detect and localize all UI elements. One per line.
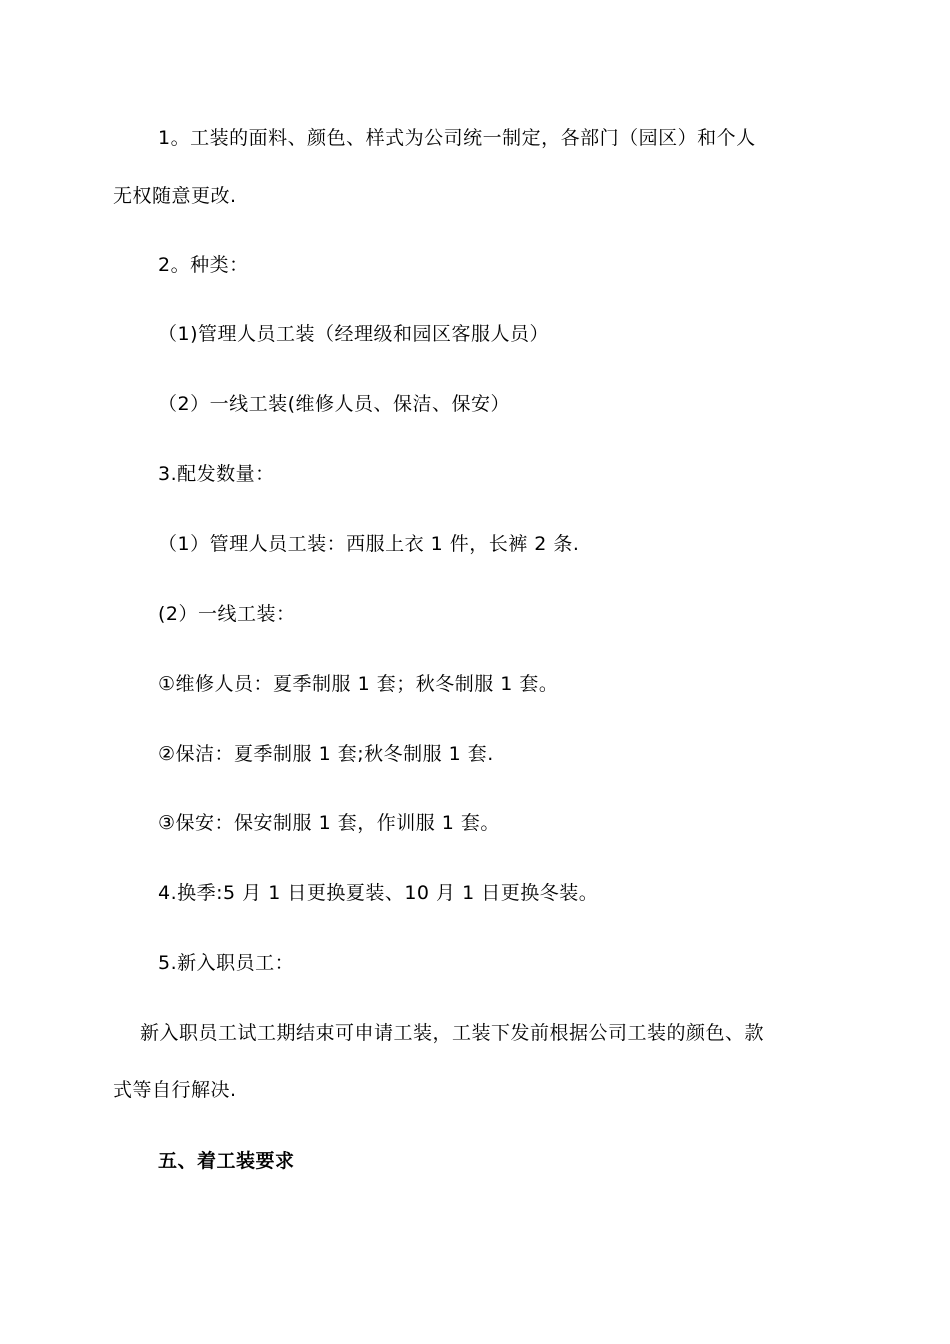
para-9: ②保洁：夏季制服 1 套;秋冬制服 1 套. bbox=[158, 743, 494, 765]
para-7: (2）一线工装： bbox=[158, 603, 296, 625]
para-13-line-1: 新入职员工试工期结束可申请工装，工装下发前根据公司工装的颜色、款 bbox=[140, 1022, 765, 1044]
para-3: （1)管理人员工装（经理级和园区客服人员） bbox=[158, 323, 550, 345]
para-1-line-1: 1。工装的面料、颜色、样式为公司统一制定，各部门（园区）和个人 bbox=[158, 127, 756, 149]
para-1-line-2: 无权随意更改. bbox=[113, 185, 237, 207]
para-10: ③保安：保安制服 1 套，作训服 1 套。 bbox=[158, 812, 500, 834]
para-4: （2）一线工装(维修人员、保洁、保安） bbox=[158, 393, 511, 415]
para-13-line-2: 式等自行解决. bbox=[113, 1079, 237, 1101]
para-2: 2。种类： bbox=[158, 254, 249, 276]
para-6: （1）管理人员工装：西服上衣 1 件，长裤 2 条. bbox=[158, 533, 580, 555]
para-5: 3.配发数量： bbox=[158, 463, 275, 485]
para-8: ①维修人员：夏季制服 1 套；秋冬制服 1 套。 bbox=[158, 673, 559, 695]
para-12: 5.新入职员工： bbox=[158, 952, 295, 974]
para-11: 4.换季:5 月 1 日更换夏装、10 月 1 日更换冬装。 bbox=[158, 882, 599, 904]
section-heading: 五、着工装要求 bbox=[158, 1150, 295, 1172]
